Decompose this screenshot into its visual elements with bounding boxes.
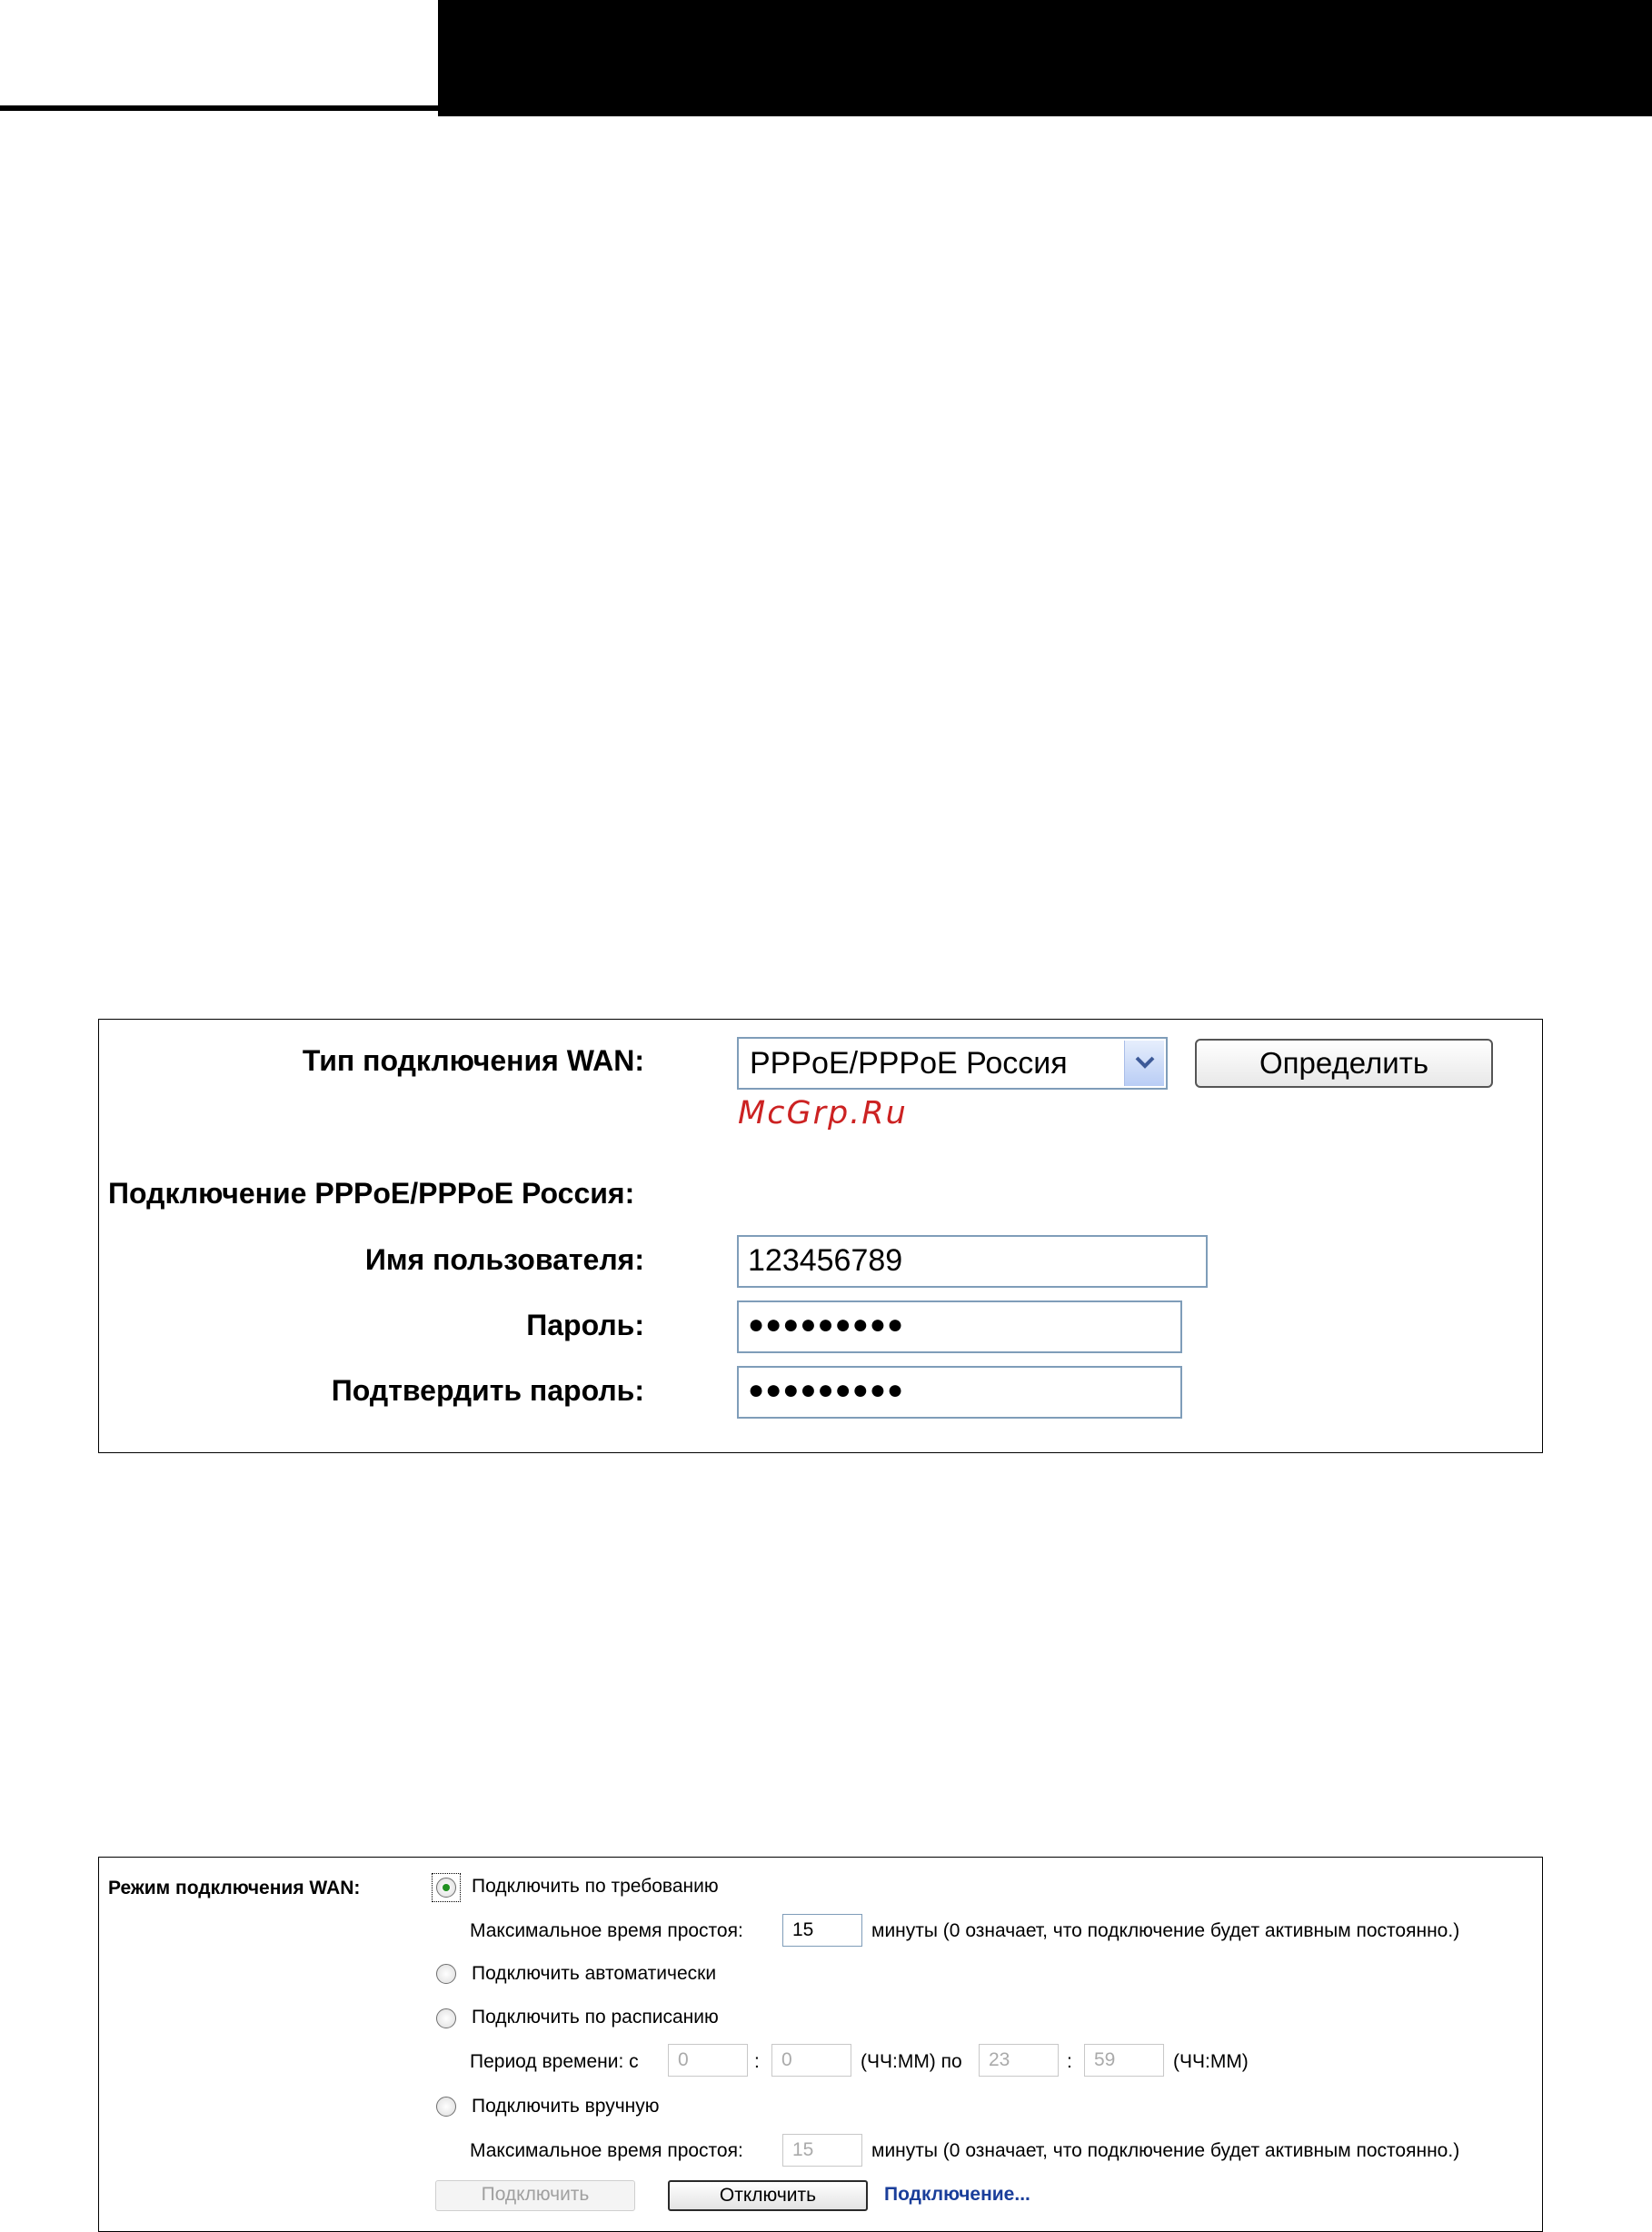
period-label: Период времени: с bbox=[470, 2051, 639, 2072]
wan-type-panel bbox=[98, 1019, 1543, 1453]
idle-time-manual-input[interactable]: 15 bbox=[782, 2134, 862, 2167]
from-minute-input[interactable]: 0 bbox=[771, 2044, 851, 2077]
idle-time-input[interactable]: 15 bbox=[782, 1914, 862, 1947]
manual-label: Подключить вручную bbox=[472, 2096, 660, 2117]
wan-mode-label: Режим подключения WAN: bbox=[108, 1878, 361, 1898]
connection-status: Подключение... bbox=[884, 2184, 1030, 2205]
header-black-banner bbox=[438, 0, 1652, 116]
pppoe-section-label: Подключение PPPoE/PPPoE Россия: bbox=[108, 1177, 635, 1210]
wan-mode-panel bbox=[98, 1857, 1543, 2232]
idle-time-label: Максимальное время простоя: bbox=[470, 2140, 743, 2161]
colon-separator: : bbox=[1067, 2051, 1072, 2072]
schedule-label: Подключить по расписанию bbox=[472, 2007, 719, 2028]
from-hour-input[interactable]: 0 bbox=[668, 2044, 748, 2077]
auto-label: Подключить автоматически bbox=[472, 1963, 717, 1984]
hhmm-to-label: (ЧЧ:ММ) по bbox=[861, 2051, 962, 2072]
connect-button[interactable]: Подключить bbox=[435, 2180, 635, 2211]
watermark: McGrp.Ru bbox=[738, 1095, 908, 1131]
radio-on-demand[interactable] bbox=[436, 1878, 456, 1898]
disconnect-button[interactable]: Отключить bbox=[668, 2180, 868, 2211]
password-input[interactable]: ●●●●●●●●● bbox=[737, 1300, 1182, 1353]
confirm-password-label: Подтвердить пароль: bbox=[331, 1374, 644, 1407]
username-label: Имя пользователя: bbox=[364, 1243, 644, 1276]
chevron-down-icon[interactable] bbox=[1124, 1041, 1164, 1086]
hhmm-label: (ЧЧ:ММ) bbox=[1173, 2051, 1249, 2072]
radio-schedule[interactable] bbox=[436, 2008, 456, 2028]
username-input[interactable]: 123456789 bbox=[737, 1235, 1208, 1288]
confirm-password-input[interactable]: ●●●●●●●●● bbox=[737, 1366, 1182, 1419]
colon-separator: : bbox=[754, 2051, 760, 2072]
header-left-block bbox=[0, 0, 438, 111]
radio-manual[interactable] bbox=[436, 2097, 456, 2117]
idle-time-label: Максимальное время простоя: bbox=[470, 1920, 743, 1941]
radio-auto[interactable] bbox=[436, 1964, 456, 1984]
wan-type-label: Тип подключения WAN: bbox=[302, 1044, 644, 1077]
detect-button[interactable]: Определить bbox=[1195, 1039, 1493, 1088]
idle-time-hint: минуты (0 означает, что подключение будет активным постоянно.) bbox=[871, 2140, 1460, 2161]
wan-type-selected-value: PPPoE/PPPoE Россия bbox=[750, 1046, 1068, 1081]
password-label: Пароль: bbox=[526, 1309, 644, 1341]
on-demand-label: Подключить по требованию bbox=[472, 1876, 719, 1897]
to-minute-input[interactable]: 59 bbox=[1084, 2044, 1164, 2077]
wan-type-select[interactable] bbox=[737, 1037, 1168, 1090]
to-hour-input[interactable]: 23 bbox=[979, 2044, 1059, 2077]
idle-time-hint: минуты (0 означает, что подключение будет активным постоянно.) bbox=[871, 1920, 1460, 1941]
